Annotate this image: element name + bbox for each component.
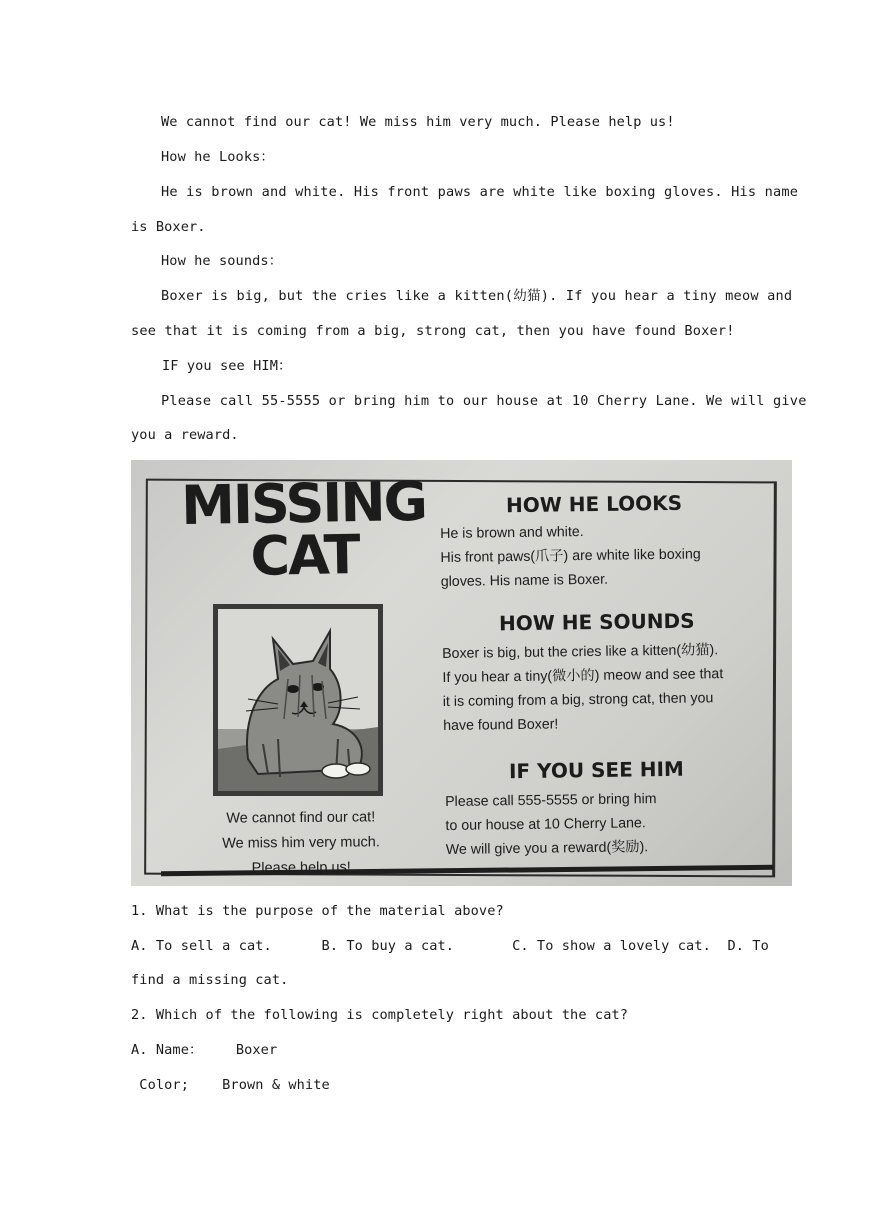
poster-caption-line: Please help us! xyxy=(251,859,351,877)
poster-caption-line: We cannot find our cat! xyxy=(226,809,376,827)
poster-title-missing: MISSING xyxy=(180,469,427,538)
cat-photo-icon xyxy=(213,604,383,796)
poster-see-text xyxy=(445,787,657,862)
passage-heading-looks: How he Looks： xyxy=(161,149,275,165)
poster-see-line: Please call 555-5555 or bring him xyxy=(445,791,657,810)
poster-sounds-line: Boxer is big, but the cries like a kitten(幼猫). xyxy=(442,642,719,662)
passage-line-10: you a reward. xyxy=(131,427,239,443)
poster-caption-line: We miss him very much. xyxy=(222,834,380,852)
poster-sounds-line: If you hear a tiny(微小的) meow and see that xyxy=(442,666,724,686)
passage-line-9: Please call 55-5555 or bring him to our house at 10 Cherry Lane. We will give xyxy=(161,393,807,409)
passage-line-7: see that it is coming from a big, strong cat, then you have found Boxer! xyxy=(131,323,735,339)
poster-looks-text xyxy=(440,518,701,594)
poster-title-cat: CAT xyxy=(249,523,360,588)
question-1-options: A. To sell a cat. B. To buy a cat. C. To show a lovely cat. D. To xyxy=(131,938,769,954)
poster-title xyxy=(178,469,430,588)
poster-looks-line: He is brown and white. xyxy=(440,523,584,542)
passage-line-3: He is brown and white. His front paws are white like boxing gloves. His name xyxy=(161,184,799,200)
question-2-stem: 2. Which of the following is completely right about the cat? xyxy=(131,1007,629,1023)
passage-heading-sounds: How he sounds： xyxy=(161,253,283,269)
passage-line-6: Boxer is big, but the cries like a kitten(幼猫). If you hear a tiny meow and xyxy=(161,288,793,304)
passage-heading-see: IF you see HIM： xyxy=(162,358,292,374)
poster-heading-see: IF YOU SEE HIM xyxy=(508,756,684,784)
missing-cat-poster-image xyxy=(131,460,792,886)
poster-heading-sounds: HOW HE SOUNDS xyxy=(498,608,695,636)
poster-heading-looks: HOW HE LOOKS xyxy=(505,490,683,518)
poster-looks-line: His front paws(爪子) are white like boxing xyxy=(440,546,701,566)
poster-sounds-text xyxy=(442,638,724,738)
cat-drawing xyxy=(218,609,378,791)
poster-see-line: We will give you a reward(奖励). xyxy=(445,839,649,858)
question-2-option-a-color: Color; Brown & white xyxy=(131,1077,330,1093)
poster-sounds-line: have found Boxer! xyxy=(443,716,559,734)
passage-line-4: is Boxer. xyxy=(131,219,206,235)
question-1-stem: 1. What is the purpose of the material above? xyxy=(131,903,504,919)
poster-looks-line: gloves. His name is Boxer. xyxy=(440,571,609,590)
poster-caption xyxy=(186,805,417,882)
poster-see-line: to our house at 10 Cherry Lane. xyxy=(445,815,646,834)
question-1-option-d-wrap: find a missing cat. xyxy=(131,972,289,988)
poster-sounds-line: it is coming from a big, strong cat, then you xyxy=(442,690,714,710)
question-2-option-a-name: A. Name： Boxer xyxy=(131,1042,278,1058)
passage-line-1: We cannot find our cat! We miss him very much. Please help us! xyxy=(161,114,675,130)
